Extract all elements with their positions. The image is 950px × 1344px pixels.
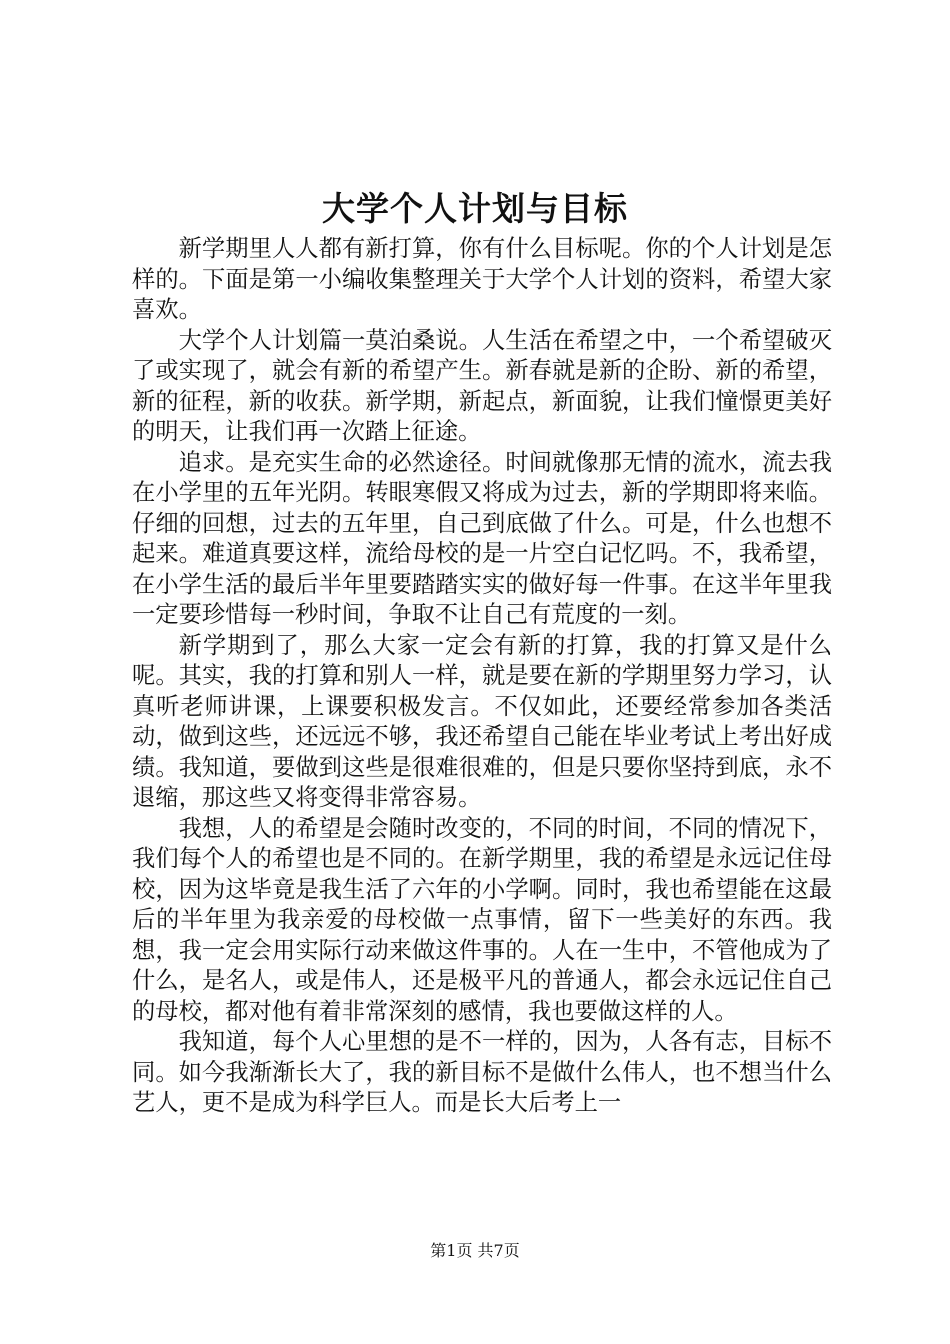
document-body <box>132 234 832 1119</box>
page-number-footer: 第1页 共7页 <box>430 1241 520 1260</box>
paragraph-6: 我知道，每个人心里想的是不一样的，因为，人各有志，目标不同。如今我渐渐长大了，我的新目标不是做什么伟人，也不想当什么艺人，更不是成为科学巨人。而是长大后考上一 <box>132 1028 832 1116</box>
paragraph-1: 新学期里人人都有新打算，你有什么目标呢。你的个人计划是怎样的。下面是第一小编收集整理关于大学个人计划的资料，希望大家喜欢。 <box>132 235 832 323</box>
paragraph-3: 追求。是充实生命的必然途径。时间就像那无情的流水，流去我在小学里的五年光阴。转眼寒假又将成为过去，新的学期即将来临。仔细的回想，过去的五年里，自己到底做了什么。可是，什么也想不起来。难道真要这样，流给母校的是一片空白记忆吗。不，我希望，在小学生活的最后半年里要踏踏实实的做好每一件事。在这半年里我一定要珍惜每一秒时间，争取不让自己有荒度的一刻。 <box>132 448 832 628</box>
document-title: 大学个人计划与目标 <box>322 189 628 228</box>
paragraph-5: 我想，人的希望是会随时改变的，不同的时间，不同的情况下，我们每个人的希望也是不同的。在新学期里，我的希望是永远记住母校，因为这毕竟是我生活了六年的小学啊。同时，我也希望能在这最后的半年里为我亲爱的母校做一点事情，留下一些美好的东西。我想，我一定会用实际行动来做这件事的。人在一生中，不管他成为了什么，是名人，或是伟人，还是极平凡的普通人，都会永远记住自己的母校，都对他有着非常深刻的感情，我也要做这样的人。 <box>132 814 832 1025</box>
paragraph-4: 新学期到了，那么大家一定会有新的打算，我的打算又是什么呢。其实，我的打算和别人一样，就是要在新的学期里努力学习，认真听老师讲课，上课要积极发言。不仅如此，还要经常参加各类活动，做到这些，还远远不够，我还希望自己能在毕业考试上考出好成绩。我知道，要做到这些是很难很难的，但是只要你坚持到底，永不退缩，那这些又将变得非常容易。 <box>132 631 832 811</box>
paragraph-2: 大学个人计划篇一莫泊桑说。人生活在希望之中，一个希望破灭了或实现了，就会有新的希望产生。新春就是新的企盼、新的希望，新的征程，新的收获。新学期，新起点，新面貌，让我们憧憬更美好的明天，让我们再一次踏上征途。 <box>132 326 832 445</box>
